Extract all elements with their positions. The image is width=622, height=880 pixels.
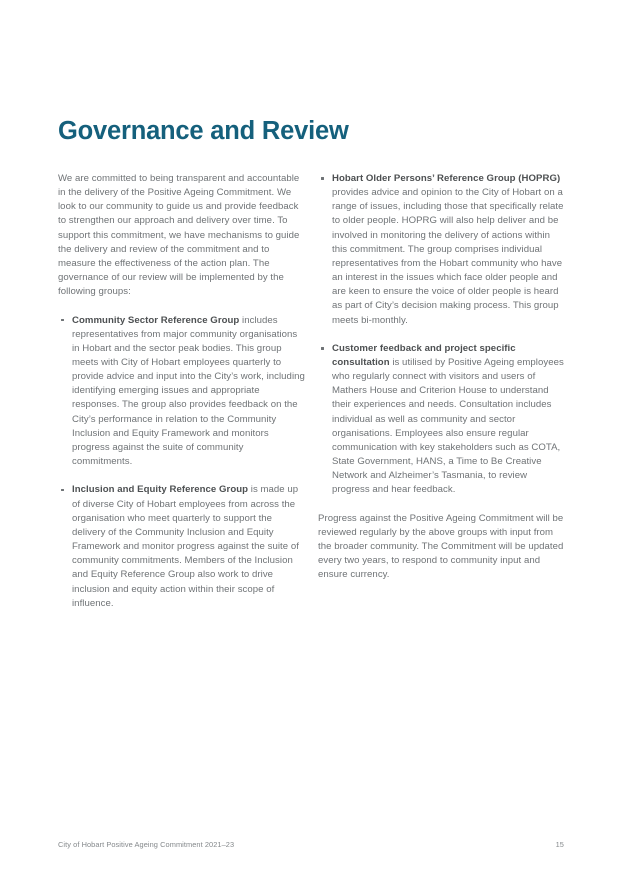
left-bullet-list — [58, 314, 306, 611]
list-item-body: is utilised by Positive Ageing employees who regularly connect with visitors and users of Mathers House and Criterion House to understand their experiences and needs. Consultation includes individual as well as community and sector organisations. Employees also ensure regular communication with key stakeholders such as COTA, State Government, HANS, a Time to Be Creative Network and Alzheimer’s Tasmania, to review progress and hear feedback. — [332, 357, 564, 496]
list-item — [318, 172, 566, 328]
list-item — [318, 342, 566, 498]
right-bullet-list — [318, 172, 566, 498]
list-item-lead: Customer feedback and project specific consultation — [332, 342, 516, 369]
footer-source: City of Hobart Positive Ageing Commitment 2021–23 — [58, 840, 235, 849]
list-item-lead: Hobart Older Persons’ Reference Group (HOPRG) — [332, 173, 561, 184]
bullet-dot-icon — [321, 347, 324, 350]
list-item-body: includes representatives from major community organisations in Hobart and the sector peak bodies. This group meets with City of Hobart employees quarterly to provide advice and input into the City’s work, including identifying emerging issues and appropriate responses. The group also provides feedback on the City’s performance in relation to the Community Inclusion and Equity Framework and monitors progress against the suite of community commitments. — [72, 314, 305, 468]
intro-paragraph: We are committed to being transparent and accountable in the delivery of the Positive Ageing Commitment. We look to our community to guide us and provide feedback to strengthen our approach and delivery over time. To support this commitment, we have mechanisms to guide the delivery and review of the commitment and to measure the effectiveness of the action plan. The governance of our review will be implemented by the following groups: — [58, 173, 300, 298]
bullet-dot-icon — [321, 177, 324, 180]
bullet-dot-icon — [61, 319, 64, 322]
body-columns — [58, 172, 566, 611]
footer-page-number: 15 — [555, 840, 564, 849]
list-item-lead: Inclusion and Equity Reference Group — [72, 484, 249, 496]
bullet-dot-icon — [61, 489, 64, 492]
list-item-lead: Community Sector Reference Group — [72, 314, 240, 326]
list-item — [58, 483, 306, 610]
list-item — [58, 314, 306, 470]
left-column — [58, 172, 306, 611]
list-item-body: is made up of diverse City of Hobart employees from across the organisation who meet quarterly to support the delivery of the Community Inclusion and Equity Framework and monitor progress against the suite of community commitments. Members of the Inclusion and Equity Reference Group also work to drive inclusion and equity action within their scope of influence. — [72, 484, 299, 609]
list-item-body: provides advice and opinion to the City of Hobart on a range of issues, including those that specifically relate to older people. HOPRG will also help deliver and be involved in monitoring the delivery of actions within this commitment. The group comprises individual representatives from the Hobart community who have an interest in the issues which face older people and are keen to ensure the voice of older people is heard as part of City’s decision making process. This group meets bi-monthly. — [332, 187, 564, 326]
page-footer — [58, 840, 564, 849]
right-column — [318, 172, 566, 611]
page-title: Governance and Review — [58, 117, 349, 146]
closing-paragraph: Progress against the Positive Ageing Commitment will be reviewed regularly by the above groups with input from the broader community. The Commitment will be updated every two years, to respond to community input and ensure currency. — [318, 512, 564, 581]
